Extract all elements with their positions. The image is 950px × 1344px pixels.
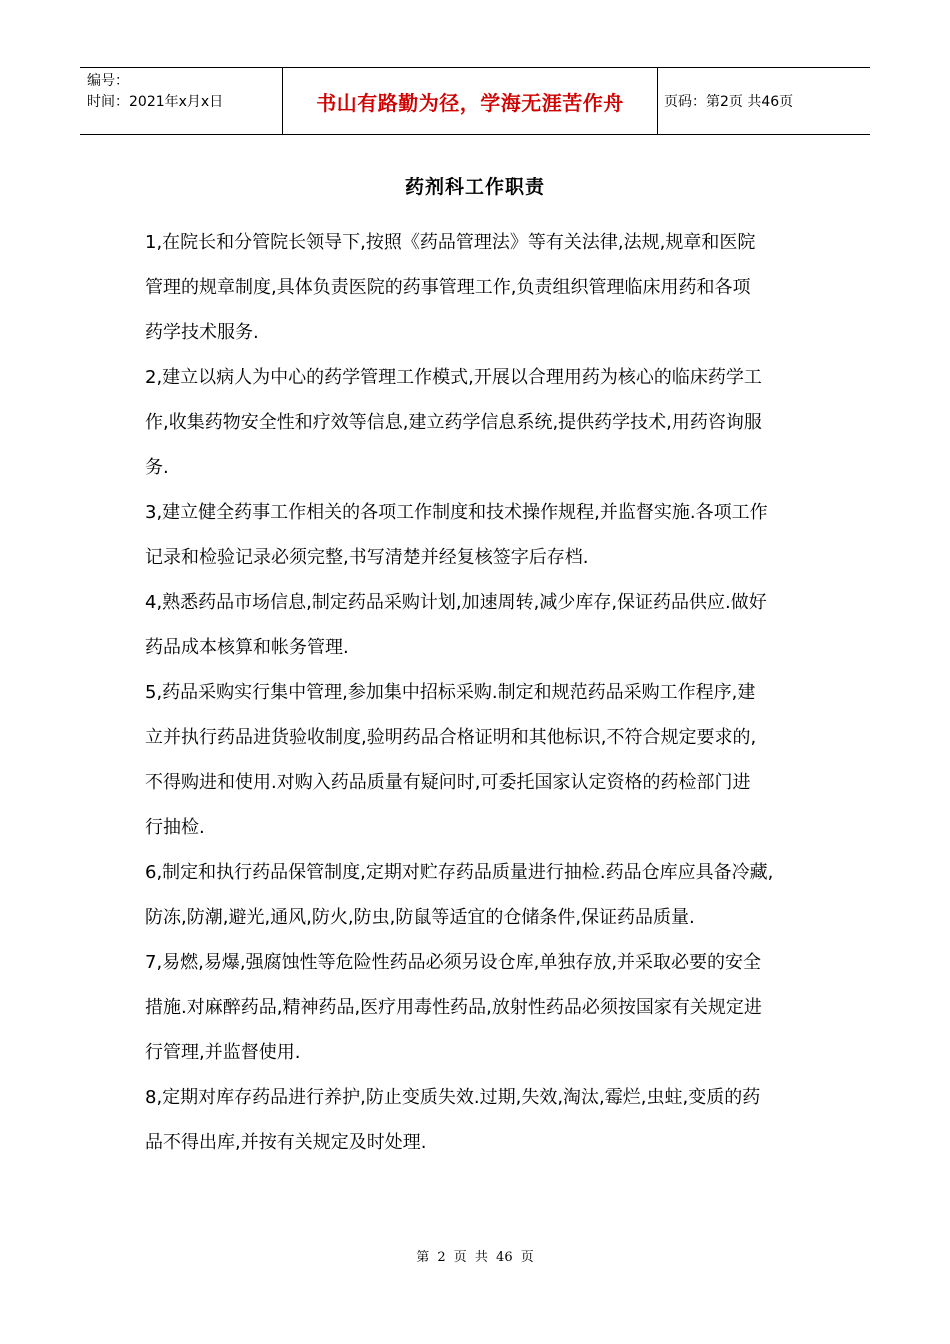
paragraph-line: 务. — [145, 457, 169, 478]
paragraph — [145, 850, 815, 940]
paragraph-line: 作,收集药物安全性和疗效等信息,建立药学信息系统,提供药学技术,用药咨询服 — [145, 412, 762, 433]
paragraph-line: 8,定期对库存药品进行养护,防止变质失效.过期,失效,淘汰,霉烂,虫蛀,变质的药 — [145, 1087, 761, 1108]
paragraph-line: 3,建立健全药事工作相关的各项工作制度和技术操作规程,并监督实施.各项工作 — [145, 502, 768, 523]
paragraph — [145, 580, 815, 670]
time-label: 时间：2021年x月x日 — [87, 94, 224, 110]
paragraph — [145, 355, 815, 490]
paragraph-line: 药学技术服务. — [145, 322, 259, 343]
paragraph-line: 行管理,并监督使用. — [145, 1042, 301, 1063]
paragraph-line: 立并执行药品进货验收制度,验明药品合格证明和其他标识,不符合规定要求的, — [145, 727, 757, 748]
paragraph — [145, 490, 815, 580]
header-meta — [80, 68, 282, 134]
header-motto: 书山有路勤为径，学海无涯苦作舟 — [282, 68, 658, 134]
paragraph-line: 不得购进和使用.对购入药品质量有疑问时,可委托国家认定资格的药检部门进 — [145, 772, 751, 793]
paragraph-line: 6,制定和执行药品保管制度,定期对贮存药品质量进行抽检.药品仓库应具备冷藏, — [145, 862, 774, 883]
paragraph-line: 管理的规章制度,具体负责医院的药事管理工作,负责组织管理临床用药和各项 — [145, 277, 751, 298]
paragraph-line: 药品成本核算和帐务管理. — [145, 637, 349, 658]
paragraph-line: 2,建立以病人为中心的药学管理工作模式,开展以合理用药为核心的临床药学工 — [145, 367, 762, 388]
paragraph-line: 品不得出库,并按有关规定及时处理. — [145, 1132, 427, 1153]
document-header — [80, 67, 870, 135]
paragraph — [145, 1075, 815, 1165]
number-label: 编号： — [87, 73, 129, 89]
header-page-info: 页码：第2页 共46页 — [664, 94, 794, 110]
document-body — [145, 220, 815, 1165]
paragraph — [145, 220, 815, 355]
paragraph-line: 记录和检验记录必须完整,书写清楚并经复核签字后存档. — [145, 547, 589, 568]
document-title: 药剂科工作职责 — [404, 176, 545, 198]
paragraph-line: 行抽检. — [145, 817, 205, 838]
paragraph-line: 1,在院长和分管院长领导下,按照《药品管理法》等有关法律,法规,规章和医院 — [145, 232, 756, 253]
paragraph — [145, 670, 815, 850]
paragraph — [145, 940, 815, 1075]
paragraph-line: 4,熟悉药品市场信息,制定药品采购计划,加速周转,减少库存,保证药品供应.做好 — [145, 592, 767, 613]
paragraph-line: 防冻,防潮,避光,通风,防火,防虫,防鼠等适宜的仓储条件,保证药品质量. — [145, 907, 695, 928]
paragraph-line: 措施.对麻醉药品,精神药品,医疗用毒性药品,放射性药品必须按国家有关规定进 — [145, 997, 762, 1018]
paragraph-line: 5,药品采购实行集中管理,参加集中招标采购.制定和规范药品采购工作程序,建 — [145, 682, 756, 703]
page-footer: 第 2 页 共 46 页 — [416, 1250, 534, 1265]
paragraph-line: 7,易燃,易爆,强腐蚀性等危险性药品必须另设仓库,单独存放,并采取必要的安全 — [145, 952, 762, 973]
